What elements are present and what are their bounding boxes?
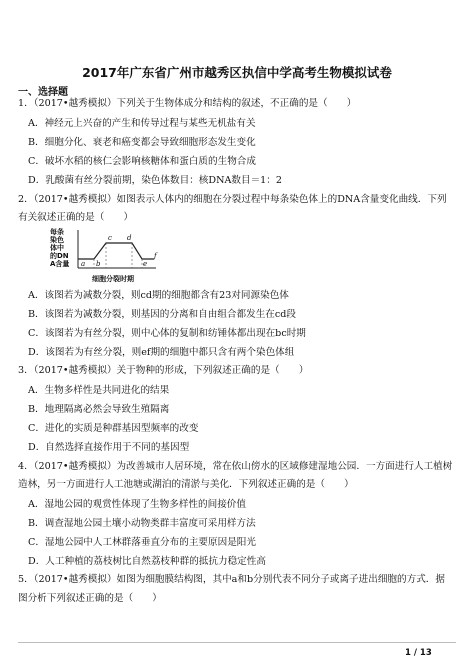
point-label-d: d (127, 234, 132, 242)
question-4-option-b: B．调查湿地公园土壤小动物类群丰富度可采用样方法 (28, 518, 256, 529)
question-4-stem-continued: 造林，另一方面进行人工池塘或湖泊的清淤与美化．下列叙述正确的是（ ） (18, 479, 354, 490)
question-1-stem: 1．（2017•越秀模拟）下列关于生物体成分和结构的叙述，不正确的是（ ） (18, 98, 357, 109)
point-label-c: c (108, 234, 112, 242)
question-3-option-c: C．进化的实质是种群基因型频率的改变 (28, 423, 199, 434)
footer-divider (18, 642, 456, 643)
question-3-option-d: D．自然选择直接作用于不同的基因型 (28, 442, 190, 453)
page-number: 1 / 13 (405, 648, 432, 658)
question-1-option-b: B．细胞分化、衰老和癌变都会导致细胞形态发生变化 (28, 137, 256, 148)
question-2-option-b: B．该图若为减数分裂，则基因的分离和自由组合都发生在cd段 (28, 309, 297, 320)
chart-y-axis-label: 每条染色体中的DNA含量 (50, 228, 70, 268)
question-4-stem: 4．（2017•越秀模拟）为改善城市人居环境，常在依山傍水的区域修建湿地公园．一方面进行人工植树 (18, 461, 453, 472)
question-4-option-a: A．湿地公园的观赏性体现了生物多样性的间接价值 (28, 499, 246, 510)
question-3-option-b: B．地理隔离必然会导致生殖隔离 (28, 404, 170, 415)
question-3-stem: 3．（2017•越秀模拟）关于物种的形成，下列叙述正确的是（ ） (18, 365, 309, 376)
point-label-f: f (154, 252, 157, 260)
question-2-option-d: D．该图若为有丝分裂，则ef期的细胞中都只含有两个染色体组 (28, 347, 295, 358)
point-label-e: e (143, 260, 148, 268)
question-2-stem: 2．（2017•越秀模拟）如图表示人体内的细胞在分裂过程中每条染色体上的DNA含量变化曲线．下列 (18, 194, 447, 205)
point-label-a: a (81, 260, 86, 268)
question-1-option-d: D．乳酸菌有丝分裂前期，染色体数目：核DNA数目＝1：2 (28, 175, 282, 186)
point-label-b: b (96, 260, 101, 268)
question-5-stem-continued: 图分析下列叙述正确的是（ ） (18, 593, 162, 604)
question-1-option-a: A．神经元上兴奋的产生和传导过程与某些无机盐有关 (28, 118, 256, 129)
question-2-option-c: C．该图若为有丝分裂，则中心体的复制和纺锤体都出现在bc时期 (28, 328, 306, 339)
question-4-option-d: D．人工种植的荔枝树比自然荔枝种群的抵抗力稳定性高 (28, 556, 266, 567)
question-5-stem: 5．（2017•越秀模拟）如图为细胞膜结构图，其中a和b分别代表不同分子或离子进出细胞的方式．据 (18, 574, 445, 585)
question-4-option-c: C．湿地公园中人工林群落垂直分布的主要原因是阳光 (28, 537, 256, 548)
question-2-option-a: A．该图若为减数分裂，则cd期的细胞都含有23对同源染色体 (28, 290, 289, 301)
section-heading: 一、选择题 (18, 87, 68, 98)
page-title: 2017年广东省广州市越秀区执信中学高考生物模拟试卷 (82, 65, 392, 80)
question-1-option-c: C．破坏水稻的核仁会影响核糖体和蛋白质的生物合成 (28, 156, 256, 167)
question-2-stem-continued: 有关叙述正确的是（ ） (18, 212, 134, 223)
chart-x-axis-label: 细胞分裂时期 (92, 275, 134, 283)
question-3-option-a: A．生物多样性是共同进化的结果 (28, 385, 170, 396)
